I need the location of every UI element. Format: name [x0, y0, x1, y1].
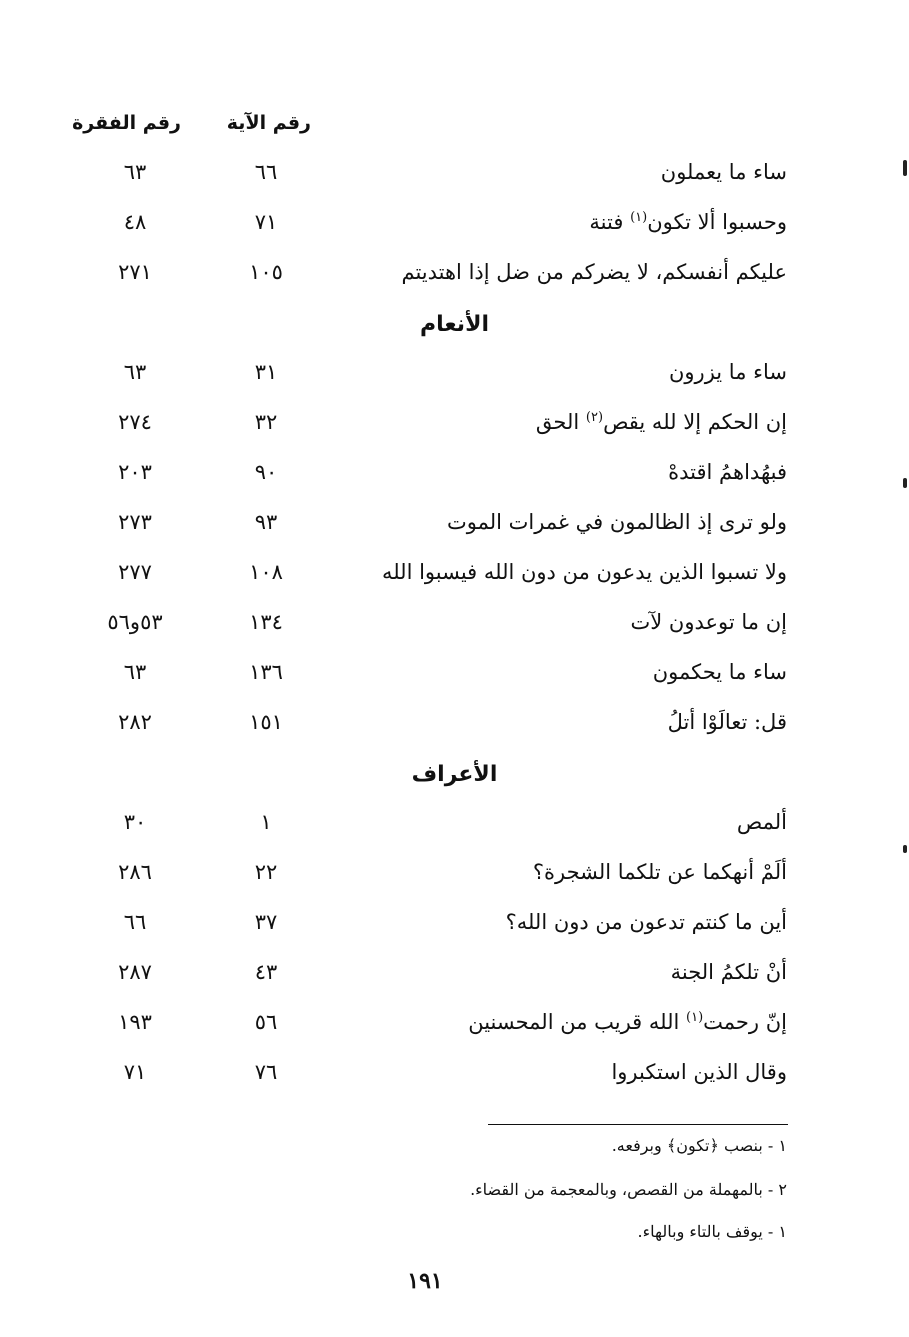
- verse-text: ألمص: [736, 810, 787, 834]
- ayah-number: ١٠٨: [249, 560, 283, 584]
- paragraph-number: ٢٧٣: [118, 510, 152, 534]
- verse-text: عليكم أنفسكم، لا يضركم من ضل إذا اهتديتم: [401, 260, 787, 284]
- verse-text: ولو ترى إذ الظالمون في غمرات الموت: [446, 510, 787, 534]
- verse-text: فبهُداهمُ اقتدهْ: [668, 460, 787, 484]
- verse-text: ساء ما يعملون: [660, 160, 787, 184]
- paragraph-number: ٢٠٣: [118, 460, 152, 484]
- sura-heading: الأعراف: [411, 762, 498, 787]
- ayah-number: ٧٦: [254, 1060, 278, 1084]
- paragraph-number: ٤٨: [123, 210, 147, 234]
- index-row: [0, 1010, 909, 1050]
- verse-text: وقال الذين استكبروا: [611, 1060, 787, 1084]
- index-row: [0, 910, 909, 950]
- ayah-number: ٩٠: [254, 460, 278, 484]
- ayah-number: ١٥١: [249, 710, 283, 734]
- scan-edge-mark: [903, 478, 907, 488]
- index-row: [0, 260, 909, 300]
- paragraph-number: ٥٣و٥٦: [107, 610, 163, 634]
- verse-text: ألَمْ أنهكما عن تلكما الشجرة؟: [532, 860, 787, 884]
- ayah-number: ١٣٦: [249, 660, 283, 684]
- paragraph-number: ٣٠: [123, 810, 147, 834]
- page-number: ١٩١: [407, 1268, 443, 1294]
- ayah-number: ١: [260, 810, 272, 834]
- verse-text: وحسبوا ألا تكون$^{(١)}$ فتنة: [589, 210, 787, 234]
- paragraph-number: ٦٦: [123, 910, 147, 934]
- ayah-number: ٦٦: [254, 160, 278, 184]
- paragraph-number: ٢٧١: [118, 260, 152, 284]
- index-row: [0, 710, 909, 750]
- footnote: ١ - بنصب ﴿تكون﴾ وبرفعه.: [611, 1136, 787, 1155]
- sura-heading: الأنعام: [420, 312, 489, 337]
- footnote: ١ - يوقف بالتاء وبالهاء.: [637, 1222, 787, 1241]
- verse-text: ساء ما يحكمون: [652, 660, 787, 684]
- ayah-number-header: رقم الآية: [226, 112, 311, 134]
- paragraph-number: ٦٣: [123, 360, 147, 384]
- paragraph-number: ٦٣: [123, 660, 147, 684]
- footnote: ٢ - بالمهملة من القصص، وبالمعجمة من القضاء.: [470, 1180, 787, 1199]
- paragraph-number: ٢٨٦: [118, 860, 152, 884]
- index-row: [0, 410, 909, 450]
- verse-text: قل: تعالَوْا أتلُ: [667, 710, 787, 734]
- paragraph-number: ٦٣: [123, 160, 147, 184]
- index-row: [0, 810, 909, 850]
- verse-text: إن الحكم إلا لله يقص$^{(٢)}$ الحق: [535, 410, 787, 434]
- index-row: [0, 560, 909, 600]
- ayah-number: ١٣٤: [249, 610, 283, 634]
- paragraph-number: ٢٨٧: [118, 960, 152, 984]
- verse-text: إنّ رحمت$^{(١)}$ الله قريب من المحسنين: [468, 1010, 787, 1034]
- verse-text: ساء ما يزرون: [668, 360, 787, 384]
- paragraph-number: ٢٨٢: [118, 710, 152, 734]
- index-row: [0, 360, 909, 400]
- ayah-number: ٣٧: [254, 910, 278, 934]
- footnote-marker: (١): [686, 1010, 704, 1025]
- index-row: [0, 860, 909, 900]
- ayah-number: ٣٢: [254, 410, 278, 434]
- index-row: [0, 160, 909, 200]
- ayah-number: ٤٣: [254, 960, 278, 984]
- index-row: [0, 610, 909, 650]
- ayah-number: ١٠٥: [249, 260, 283, 284]
- index-row: [0, 960, 909, 1000]
- index-row: [0, 1060, 909, 1100]
- footnote-marker: (٢): [585, 410, 604, 425]
- verse-text: إن ما توعدون لآت: [630, 610, 787, 634]
- ayah-number: ٧١: [254, 210, 278, 234]
- paragraph-number-header: رقم الفقرة: [72, 112, 181, 134]
- verse-text: ولا تسبوا الذين يدعون من دون الله فيسبوا الله: [381, 560, 787, 584]
- ayah-number: ٣١: [254, 360, 278, 384]
- paragraph-number: ٢٧٧: [118, 560, 152, 584]
- paragraph-number: ٧١: [123, 1060, 147, 1084]
- ayah-number: ٩٣: [254, 510, 278, 534]
- index-row: [0, 460, 909, 500]
- paragraph-number: ١٩٣: [118, 1010, 152, 1034]
- verse-text: أين ما كنتم تدعون من دون الله؟: [505, 910, 787, 934]
- footnote-marker: (١): [630, 210, 648, 225]
- ayah-number: ٢٢: [254, 860, 278, 884]
- ayah-number: ٥٦: [254, 1010, 278, 1034]
- verse-text: أنْ تلكمُ الجنة: [670, 960, 787, 984]
- paragraph-number: ٢٧٤: [118, 410, 152, 434]
- index-row: [0, 210, 909, 250]
- footnote-separator: [488, 1124, 788, 1125]
- index-row: [0, 510, 909, 550]
- scan-edge-mark: [903, 845, 907, 853]
- scan-edge-mark: [903, 160, 907, 176]
- index-row: [0, 660, 909, 700]
